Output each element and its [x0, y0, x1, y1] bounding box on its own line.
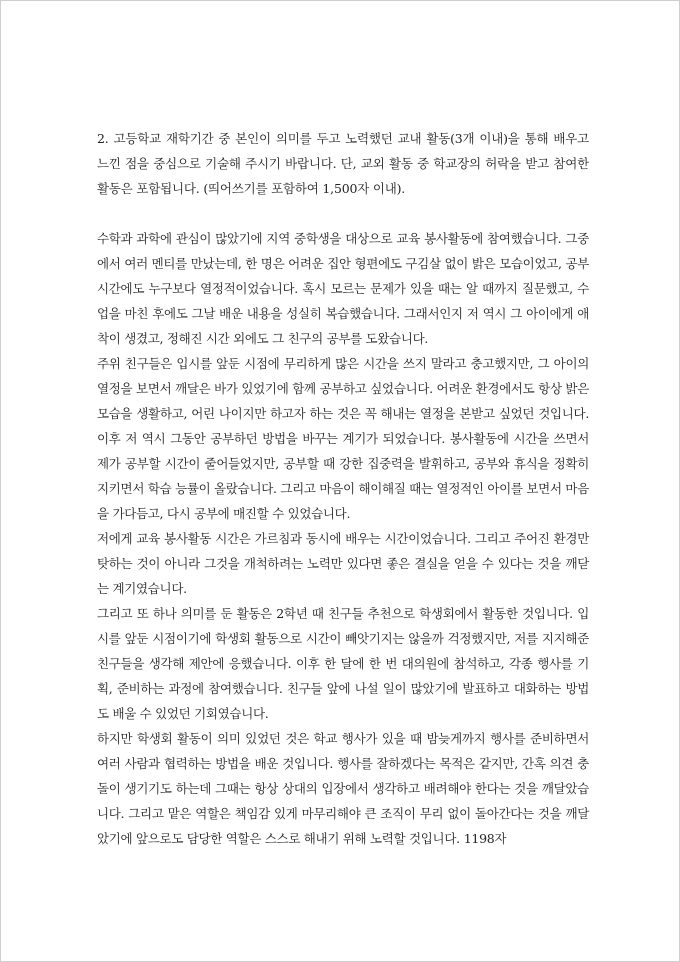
answer-paragraph-5	[97, 726, 589, 851]
answer-paragraph-2: 주위 친구들은 입시를 앞둔 시점에 무리하게 많은 시간을 쓰지 말라고 충고했지만, 그 아이의 열정을 보면서 깨달은 바가 있었기에 함께 공부하고 싶었습니다. 어려운 환경에서도 항상 밝은 모습을 생활하고, 어린 나이지만 하고자 하는 것은 꼭 해내는 열정을 본받고 싶었던 것입니다. 이후 저 역시 그동안 공부하던 방법을 바꾸는 계기가 되었습니다. 봉사활동에 시간을 쓰면서 제가 공부할 시간이 줄어들었지만, 공부할 때 강한 집중력을 발휘하고, 공부와 휴식을 정확히 지키면서 학습 능률이 올랐습니다. 그리고 마음이 해이해질 때는 열정적인 아이를 보면서 마음을 가다듬고, 다시 공부에 매진할 수 있었습니다.	[97, 356, 589, 521]
document-content	[97, 126, 589, 851]
answer-paragraph-5-text: 하지만 학생회 활동이 의미 있었던 것은 학교 행사가 있을 때 밤늦게까지 행사를 준비하면서 여러 사람과 협력하는 방법을 배운 것입니다. 행사를 잘하겠다는 목적은 같지만, 간혹 의견 충돌이 생기기도 하는데 그때는 항상 상대의 입장에서 생각하고 배려해야 한다는 것을 깨달았습니다. 그리고 맡은 역할은 책임감 있게 마무리해야 큰 조직이 무리 없이 돌아간다는 것을 깨달았기에 앞으로도 담당한 역할은 스스로 해내기 위해 노력할 것입니다.	[97, 731, 589, 846]
essay-answer	[97, 226, 589, 851]
answer-paragraph-1: 수학과 과학에 관심이 많았기에 지역 중학생을 대상으로 교육 봉사활동에 참여했습니다. 그중에서 여러 멘티를 만났는데, 한 명은 어려운 집안 형편에도 구김살 없이 밝은 모습이었고, 공부시간에도 누구보다 열정적이었습니다. 혹시 모르는 문제가 있을 때는 알 때까지 질문했고, 수업을 마친 후에도 그날 배운 내용을 성실히 복습했습니다. 그래서인지 저 역시 그 아이에게 애착이 생겼고, 정해진 시간 외에도 그 친구의 공부를 도왔습니다.	[97, 231, 589, 346]
answer-paragraph-3: 저에게 교육 봉사활동 시간은 가르침과 동시에 배우는 시간이었습니다. 그리고 주어진 환경만 탓하는 것이 아니라 그것을 개척하려는 노력만 있다면 좋은 결실을 얻을 수 있다는 것을 깨닫는 계기였습니다.	[97, 531, 589, 596]
answer-paragraph-4: 그리고 또 하나 의미를 둔 활동은 2학년 때 친구들 추천으로 학생회에서 활동한 것입니다. 입시를 앞둔 시점이기에 학생회 활동으로 시간이 빼앗기지는 않을까 걱정했지만, 저를 지지해준 친구들을 생각해 제안에 응했습니다. 이후 한 달에 한 번 대의원에 참석하고, 각종 행사를 기획, 준비하는 과정에 참여했습니다. 친구들 앞에 나설 일이 많았기에 발표하고 대화하는 방법도 배울 수 있었던 기회였습니다.	[97, 606, 589, 721]
character-count: 1198자	[463, 831, 507, 846]
essay-question: 2. 고등학교 재학기간 중 본인이 의미를 두고 노력했던 교내 활동(3개 이내)을 통해 배우고 느낀 점을 중심으로 기술해 주시기 바랍니다. 단, 교외 활동 중 학교장의 허락을 받고 참여한 활동은 포함됩니다. (띄어쓰기를 포함하여 1,500자 이내).	[97, 131, 589, 196]
